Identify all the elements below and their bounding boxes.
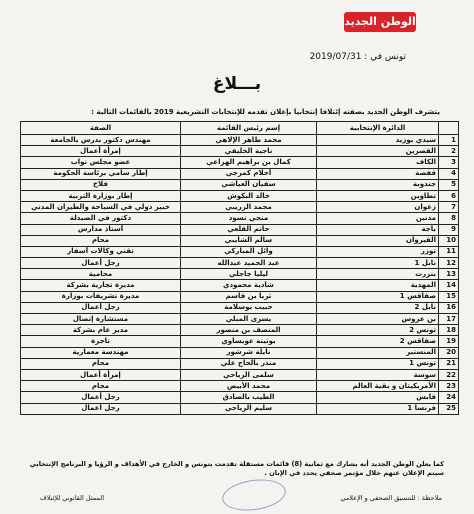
cell-circonscription: باجة: [317, 224, 439, 235]
table-row: [21, 403, 459, 414]
cell-circonscription: المنستير: [317, 347, 439, 358]
cell-list-head: سلمى الرياحي: [181, 369, 317, 380]
page-title: بـــلاغ: [212, 74, 262, 94]
table-row: [21, 202, 459, 213]
cell-circonscription: القصرين: [317, 146, 439, 157]
table-row: [21, 336, 459, 347]
cell-list-head: حاتم القلعي: [181, 224, 317, 235]
row-number: 22: [439, 369, 459, 380]
row-number: 9: [439, 224, 459, 235]
col-header-number: [439, 122, 459, 135]
row-number: 12: [439, 258, 459, 269]
table-row: [21, 325, 459, 336]
cell-circonscription: فرنسا 1: [317, 403, 439, 414]
row-number: 20: [439, 347, 459, 358]
table-row: [21, 314, 459, 325]
cell-list-head: شادية محمودي: [181, 280, 317, 291]
cell-role: مستشارة إتصال: [21, 314, 181, 325]
cell-role: مهندسة معمارية: [21, 347, 181, 358]
cell-role: مدير عام بشركة: [21, 325, 181, 336]
cell-circonscription: تونس 1: [317, 358, 439, 369]
cell-role: رجل أعمال: [21, 258, 181, 269]
row-number: 14: [439, 280, 459, 291]
table-row: [21, 358, 459, 369]
cell-list-head: محمد طاهر الإلاهي: [181, 135, 317, 146]
cell-circonscription: المهدية: [317, 280, 439, 291]
row-number: 1: [439, 135, 459, 146]
cell-role: محامية: [21, 269, 181, 280]
cell-circonscription: بن عروس: [317, 314, 439, 325]
cell-list-head: المنصف بن منصور: [181, 325, 317, 336]
cell-circonscription: صفاقس 1: [317, 291, 439, 302]
cell-list-head: خالد البكوش: [181, 190, 317, 201]
cell-role: إطار بوزارة التربية: [21, 190, 181, 201]
cell-circonscription: نابل 2: [317, 302, 439, 313]
cell-role: محام: [21, 358, 181, 369]
cell-role: رجل أعمال: [21, 403, 181, 414]
table-row: [21, 381, 459, 392]
cell-role: محام: [21, 381, 181, 392]
cell-list-head: منذر بالحاج علي: [181, 358, 317, 369]
row-number: 21: [439, 358, 459, 369]
table-row: [21, 347, 459, 358]
row-number: 8: [439, 213, 459, 224]
cell-role: خبير دولي في السياحة والطيران المدني: [21, 202, 181, 213]
cell-list-head: كمال بن براهيم الهزاعي: [181, 157, 317, 168]
col-header-circonscription: الدائرة الإنتخابية: [317, 122, 439, 135]
official-stamp: [220, 476, 288, 514]
cell-list-head: الطيب بالصادق: [181, 392, 317, 403]
cell-list-head: سليم الرياحي: [181, 403, 317, 414]
cell-role: عضو مجلس نواب: [21, 157, 181, 168]
table-row: [21, 135, 459, 146]
table-row: [21, 302, 459, 313]
cell-list-head: عبد الحميد عبدالله: [181, 258, 317, 269]
cell-circonscription: سوسة: [317, 369, 439, 380]
row-number: 23: [439, 381, 459, 392]
cell-list-head: حبيب بوسلامة: [181, 302, 317, 313]
table-row: [21, 146, 459, 157]
cell-list-head: بوثينة عويساوي: [181, 336, 317, 347]
row-number: 24: [439, 392, 459, 403]
cell-role: رجل أعمال: [21, 392, 181, 403]
cell-role: مهندس دكتور بدرس بالجامعة: [21, 135, 181, 146]
cell-list-head: وائل المباركي: [181, 246, 317, 257]
row-number: 13: [439, 269, 459, 280]
cell-circonscription: مدنين: [317, 213, 439, 224]
cell-role: محام: [21, 235, 181, 246]
row-number: 2: [439, 146, 459, 157]
press-note-label: ملاحظة : للتنسيق الصحفي و الإعلامي: [340, 494, 442, 502]
table-row: [21, 157, 459, 168]
intro-text: يتشرف الوطن الجديد بصفته إئتلافا إنتخابيا بإعلان تقدمه للإنتخابات التشريعية 2019 بالقائمات التالية :: [91, 108, 440, 116]
cell-role: مديرة تجارية بشركة: [21, 280, 181, 291]
row-number: 15: [439, 291, 459, 302]
col-header-list-head: إسم رئيس القائمة: [181, 122, 317, 135]
cell-list-head: محمد الأبيض: [181, 381, 317, 392]
cell-role: إمرأة أعمال: [21, 146, 181, 157]
cell-role: تاجرة: [21, 336, 181, 347]
cell-circonscription: سيدي بوزيد: [317, 135, 439, 146]
table-row: [21, 246, 459, 257]
cell-list-head: يسرى المبلي: [181, 314, 317, 325]
footnote-text: كما يعلن الوطن الجديد أنه يشارك مع ثمانية (8) قائمات مستقلة تقدمت بتونس و الخارج في الأهداف و الرؤيا و البرنامج الإنتخابي سيتم الإعلان عنهم خلال مؤتمر صحفي يحدد في الإبان .: [29, 460, 444, 477]
cell-circonscription: صفاقس 2: [317, 336, 439, 347]
table-row: [21, 235, 459, 246]
row-number: 5: [439, 179, 459, 190]
date-line: تونس في : 2019/07/31: [309, 52, 406, 62]
table-row: [21, 291, 459, 302]
table-row: [21, 280, 459, 291]
row-number: 10: [439, 235, 459, 246]
candidates-table: [20, 121, 459, 415]
table-row: [21, 190, 459, 201]
row-number: 7: [439, 202, 459, 213]
table-row: [21, 269, 459, 280]
table-row: [21, 369, 459, 380]
cell-role: دكتور في الصيدلة: [21, 213, 181, 224]
cell-list-head: محمد الزريبي: [181, 202, 317, 213]
cell-role: فلاح: [21, 179, 181, 190]
cell-circonscription: قابس: [317, 392, 439, 403]
cell-circonscription: قفصة: [317, 168, 439, 179]
row-number: 11: [439, 246, 459, 257]
cell-role: إطار سامي برئاسة الحكومة: [21, 168, 181, 179]
table-header-row: [21, 122, 459, 135]
table-row: [21, 213, 459, 224]
table-row: [21, 258, 459, 269]
cell-role: تقني وكالات أسفار: [21, 246, 181, 257]
row-number: 4: [439, 168, 459, 179]
cell-circonscription: بنزرت: [317, 269, 439, 280]
cell-circonscription: نابل 1: [317, 258, 439, 269]
row-number: 19: [439, 336, 459, 347]
cell-circonscription: توزر: [317, 246, 439, 257]
cell-role: إمرأة أعمال: [21, 369, 181, 380]
cell-list-head: سفيان العياشي: [181, 179, 317, 190]
row-number: 6: [439, 190, 459, 201]
cell-list-head: منجي نسود: [181, 213, 317, 224]
table-row: [21, 392, 459, 403]
col-header-role: الصفة: [21, 122, 181, 135]
cell-circonscription: تطاوين: [317, 190, 439, 201]
cell-circonscription: الأمريكيتان و بقية العالم: [317, 381, 439, 392]
logo-text: الوطن الجديد: [344, 12, 416, 32]
legal-representative-label: الممثل القانوني للإئتلاف: [40, 494, 105, 502]
cell-list-head: سالم الشايبي: [181, 235, 317, 246]
cell-list-head: ليليا جاجلي: [181, 269, 317, 280]
cell-list-head: ثريا بن قاسم: [181, 291, 317, 302]
row-number: 25: [439, 403, 459, 414]
cell-list-head: أحلام كمرجي: [181, 168, 317, 179]
table-row: [21, 179, 459, 190]
cell-circonscription: زغوان: [317, 202, 439, 213]
row-number: 17: [439, 314, 459, 325]
cell-circonscription: القيروان: [317, 235, 439, 246]
row-number: 18: [439, 325, 459, 336]
cell-list-head: ناجية الخليفي: [181, 146, 317, 157]
cell-circonscription: جندوبة: [317, 179, 439, 190]
cell-circonscription: تونس 2: [317, 325, 439, 336]
table-row: [21, 168, 459, 179]
row-number: 3: [439, 157, 459, 168]
cell-role: أستاذ مدارس: [21, 224, 181, 235]
row-number: 16: [439, 302, 459, 313]
cell-list-head: نايلة شرشور: [181, 347, 317, 358]
cell-circonscription: الكاف: [317, 157, 439, 168]
cell-role: مديرة تشريفات بوزارة: [21, 291, 181, 302]
cell-role: رجل أعمال: [21, 302, 181, 313]
table-row: [21, 224, 459, 235]
